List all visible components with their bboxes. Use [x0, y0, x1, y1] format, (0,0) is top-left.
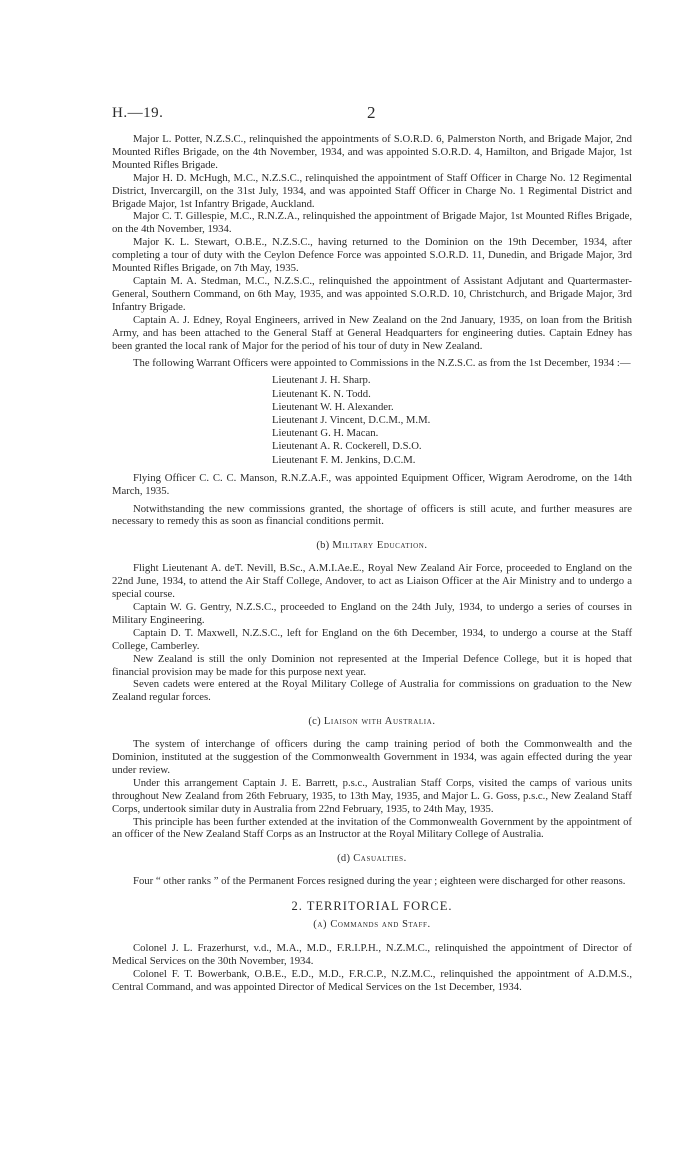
officer-entry: Lieutenant F. M. Jenkins, D.C.M. [272, 453, 416, 466]
commands-staff-heading: (a) Commands and Staff. [313, 919, 431, 931]
officer-list [272, 374, 632, 466]
paragraph: Flying Officer C. C. C. Manson, R.N.Z.A.F., was appointed Equipment Officer, Wigram Aerodrome, on the 14th March, 1935. [112, 471, 632, 497]
paragraph: Colonel F. T. Bowerbank, O.B.E., E.D., M.D., F.R.C.P., N.Z.M.C., relinquished the appointment of A.D.M.S., Central Command, and was appointed Director of Medical Services on the 1st December, 1934. [112, 967, 632, 993]
paragraph: Captain W. G. Gentry, N.Z.S.C., proceeded to England on the 24th July, 1934, to undergo a series of courses in Military Engineering. [112, 600, 632, 626]
section-heading-casualties [112, 853, 632, 866]
officer-entry: Lieutenant K. N. Todd. [272, 387, 371, 400]
paragraph: Major H. D. McHugh, M.C., N.Z.S.C., relinquished the appointment of Staff Officer in Charge No. 12 Regimental District, Invercargill, on the 31st July, 1934, and was appointed Staff Officer in Charge No. 1 Regimental District and Brigade Major, 1st Infantry Brigade, Auckland. [112, 171, 632, 210]
paragraph: Under this arrangement Captain J. E. Barrett, p.s.c., Australian Staff Corps, visited the camps of various units throughout New Zealand from 26th February, 1935, to 13th May, 1935, and Major L. G. Goss, p.s.c., New Zealand Staff Corps, undertook similar duty in Australia from 22nd February, 1935, to 24th May, 1935. [112, 776, 632, 815]
officer-entry: Lieutenant A. R. Cockerell, D.S.O. [272, 440, 422, 453]
section-letter: (b) [316, 540, 330, 552]
paragraph: New Zealand is still the only Dominion not represented at the Imperial Defence College, but it is hoped that financial provision may be made for this purpose next year. [112, 652, 632, 678]
paragraph: Captain D. T. Maxwell, N.Z.S.C., left for England on the 6th December, 1934, to undergo a course at the Staff College, Camberley. [112, 626, 632, 652]
warrant-intro: The following Warrant Officers were appointed to Commissions in the N.Z.S.C. as from the 1st December, 1934 :— [133, 357, 631, 370]
paragraph: Major K. L. Stewart, O.B.E., N.Z.S.C., having returned to the Dominion on the 19th December, 1934, after completing a tour of duty with the Ceylon Defence Force was appointed S.O.R.D. 11, Dunedin, and Brigade Major, 3rd Mounted Rifles Brigade, on 7th May, 1935. [112, 236, 632, 275]
paragraph: Captain A. J. Edney, Royal Engineers, arrived in New Zealand on the 2nd January, 1935, on loan from the British Army, and has been attached to the General Staff at General Headquarters for engineering duties. Captain Edney has been granted the local rank of Major for the period of his tour of duty in New Zealand. [112, 313, 632, 352]
territorial-force-heading: 2. TERRITORIAL FORCE. [291, 899, 453, 914]
paragraph: Notwithstanding the new commissions granted, the shortage of officers is still acute, and further measures are necessary to remedy this as soon as financial conditions permit. [112, 502, 632, 528]
paragraph: The system of interchange of officers during the camp training period of both the Commonwealth and the Dominion, instituted at the suggestion of the Commonwealth Government in 1934, was again effected during the year under review. [112, 738, 632, 776]
paragraph: Captain M. A. Stedman, M.C., N.Z.S.C., relinquished the appointment of Assistant Adjutant and Quartermaster-General, Southern Command, on 6th May, 1935, and was appointed S.O.R.D. 10, Christchurch, and Brigade Major, 3rd Infantry Brigade. [112, 274, 632, 313]
paragraph: Four “ other ranks ” of the Permanent Forces resigned during the year ; eighteen were discharged for other reasons. [133, 875, 626, 888]
section-title: Military Education. [332, 540, 428, 552]
officer-entry: Lieutenant G. H. Macan. [272, 427, 379, 440]
paragraph: Seven cadets were entered at the Royal Military College of Australia for commissions on graduation to the New Zealand regular forces. [112, 678, 632, 704]
officer-entry: Lieutenant W. H. Alexander. [272, 400, 394, 413]
section-letter: (c) [308, 716, 321, 728]
section-heading-military-education [112, 540, 632, 553]
section-title: Casualties. [353, 853, 407, 865]
section-letter: (d) [337, 853, 351, 865]
paragraph: Colonel J. L. Frazerhurst, v.d., M.A., M.D., F.R.I.P.H., N.Z.M.C., relinquished the appointment of Director of Medical Services on the 30th November, 1934. [112, 942, 632, 967]
paragraph: Flight Lieutenant A. deT. Nevill, B.Sc., A.M.I.Ae.E., Royal New Zealand Air Force, proceeded to England on the 22nd June, 1934, to attend the Air Staff College, Andover, to act as Liaison Officer at the Air Ministry and to undergo a special course. [112, 562, 632, 601]
officer-entry: Lieutenant J. H. Sharp. [272, 374, 371, 387]
paragraph: Major C. T. Gillespie, M.C., R.N.Z.A., relinquished the appointment of Brigade Major, 1st Mounted Rifles Brigade, on the 4th November, 1934. [112, 210, 632, 236]
document-body [112, 133, 632, 994]
page-number: 2 [367, 103, 376, 122]
section-title: Liaison with Australia. [323, 716, 436, 728]
paragraph: This principle has been further extended at the invitation of the Commonwealth Government by the appointment of an officer of the New Zealand Staff Corps as an Instructor at the Royal Military College of Australia. [112, 815, 632, 841]
paragraph: Major L. Potter, N.Z.S.C., relinquished the appointments of S.O.R.D. 6, Palmerston North, and Brigade Major, 2nd Mounted Rifles Brigade, on the 4th November, 1934, and was appointed S.O.R.D. 4, Hamilton, and Brigade Major, 1st Mounted Rifles Brigade. [112, 133, 632, 171]
section-heading-liaison [112, 716, 632, 729]
officer-entry: Lieutenant J. Vincent, D.C.M., M.M. [272, 413, 431, 426]
document-reference: H.—19. [112, 105, 164, 121]
